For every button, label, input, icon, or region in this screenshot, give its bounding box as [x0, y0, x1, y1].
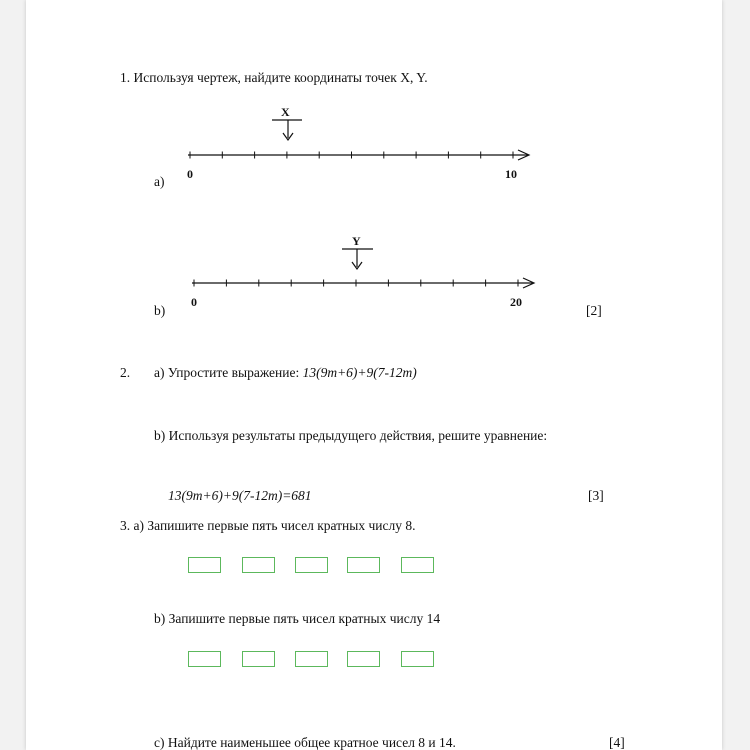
part-a-label: a) — [154, 174, 165, 189]
q2-equation: 13(9m+6)+9(7-12m)=681 — [168, 488, 312, 503]
q3-b-text: b) Запишите первые пять чисел кратных числу 14 — [154, 611, 441, 626]
line-a-start: 0 — [187, 167, 193, 181]
point-y-label: Y — [352, 234, 361, 248]
answer-box-a-2[interactable] — [242, 557, 275, 573]
q2-a-text — [154, 366, 417, 380]
answer-box-b-1[interactable] — [188, 651, 221, 667]
worksheet-page — [26, 0, 722, 750]
answer-box-b-5[interactable] — [401, 651, 434, 667]
answer-box-a-1[interactable] — [188, 557, 221, 573]
q2-a-instruction: a) Упростите выражение: — [154, 365, 300, 380]
q3-c-text: c) Найдите наименьшее общее кратное чисел 8 и 14. — [154, 735, 456, 750]
q2-number: 2. — [120, 365, 131, 380]
q3-a-text: 3. a) Запишите первые пять чисел кратных числу 8. — [120, 518, 416, 533]
answer-box-a-5[interactable] — [401, 557, 434, 573]
q2-a-expression: 13(9m+6)+9(7-12m) — [302, 365, 417, 380]
part-b-label: b) — [154, 303, 166, 318]
point-x-label: X — [281, 105, 290, 119]
q1-text: 1. Используя чертеж, найдите координаты точек X, Y. — [120, 70, 428, 85]
q2-b-text: b) Используя результаты предыдущего действия, решите уравнение: — [154, 428, 548, 443]
q3-marks: [4] — [609, 735, 625, 750]
line-b-start: 0 — [191, 295, 197, 309]
answer-box-a-4[interactable] — [347, 557, 380, 573]
answer-box-a-3[interactable] — [295, 557, 328, 573]
answer-box-b-3[interactable] — [295, 651, 328, 667]
line-a-end: 10 — [505, 167, 517, 181]
q1-marks: [2] — [586, 303, 602, 318]
q2-marks: [3] — [588, 488, 604, 503]
answer-box-b-2[interactable] — [242, 651, 275, 667]
answer-box-b-4[interactable] — [347, 651, 380, 667]
line-b-end: 20 — [510, 295, 522, 309]
